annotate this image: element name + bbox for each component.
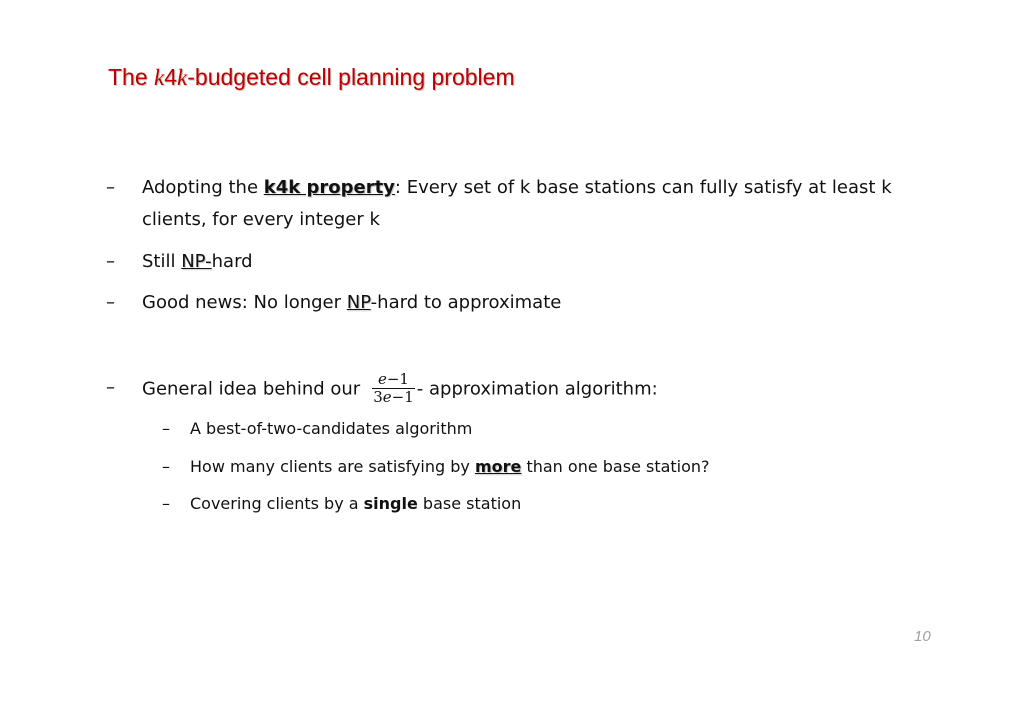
title-four: 4 (164, 64, 178, 90)
bullet-text-post: - approximation algorithm: (416, 378, 658, 400)
subbullet-single-station (162, 492, 762, 516)
np-link[interactable]: NP- (181, 251, 212, 272)
single-emphasis: single (363, 494, 418, 513)
subbullet-dash: – (162, 457, 170, 476)
bullet-text-pre: General idea behind our (142, 378, 361, 400)
subbullet-text-pre: How many clients are satisfying by (190, 457, 475, 476)
subbullet-text-post: than one base station? (521, 457, 710, 476)
bullet-still-np-hard (106, 246, 506, 278)
bullet-text (142, 372, 658, 407)
bullet-general-idea (106, 372, 806, 404)
bullet-dash: – (106, 177, 115, 198)
bullet-dash: – (106, 251, 115, 272)
bullet-text (142, 287, 561, 319)
approximation-ratio-fraction (372, 371, 415, 406)
subbullet-best-of-two (162, 417, 762, 441)
k4k-property-link[interactable]: k4k property (263, 177, 395, 198)
bullet-text (142, 246, 253, 278)
page-number: 10 (914, 628, 931, 645)
subbullet-text (190, 492, 521, 516)
fraction-denominator: 3e−1 (373, 388, 414, 406)
bullet-text (142, 172, 946, 236)
bullet-text-post: -hard to approximate (370, 292, 562, 313)
subbullet-text: A best-of-two-candidates algorithm (190, 419, 473, 438)
subbullet-text-post: base station (417, 494, 522, 513)
title-prefix: The (108, 64, 155, 90)
more-link[interactable]: more (474, 457, 522, 476)
bullet-dash: – (106, 377, 115, 398)
bullet-good-news (106, 287, 806, 319)
bullet-text-post: : Every set of k base stations can fully satisfy at least k clients, for every integer k (142, 177, 892, 230)
title-k-italic-2: k (177, 65, 188, 90)
bullet-dash: – (106, 292, 115, 313)
slide-title (108, 64, 515, 91)
subbullet-text-pre: Covering clients by a (190, 494, 364, 513)
bullet-text-pre: Good news: No longer (142, 292, 347, 313)
subbullet-more-than-one (162, 455, 862, 479)
bullet-text-pre: Adopting the (142, 177, 264, 198)
subbullet-dash: – (162, 419, 170, 438)
subbullet-dash: – (162, 494, 170, 513)
title-k-italic: k (154, 65, 165, 90)
fraction-numerator: e−1 (372, 371, 415, 389)
bullet-k4k-property (106, 172, 946, 236)
subbullet-text (190, 455, 710, 479)
title-suffix: -budgeted cell planning problem (187, 64, 515, 90)
np-link[interactable]: NP (346, 292, 371, 313)
bullet-text-post: hard (211, 251, 253, 272)
bullet-text-pre: Still (142, 251, 182, 272)
